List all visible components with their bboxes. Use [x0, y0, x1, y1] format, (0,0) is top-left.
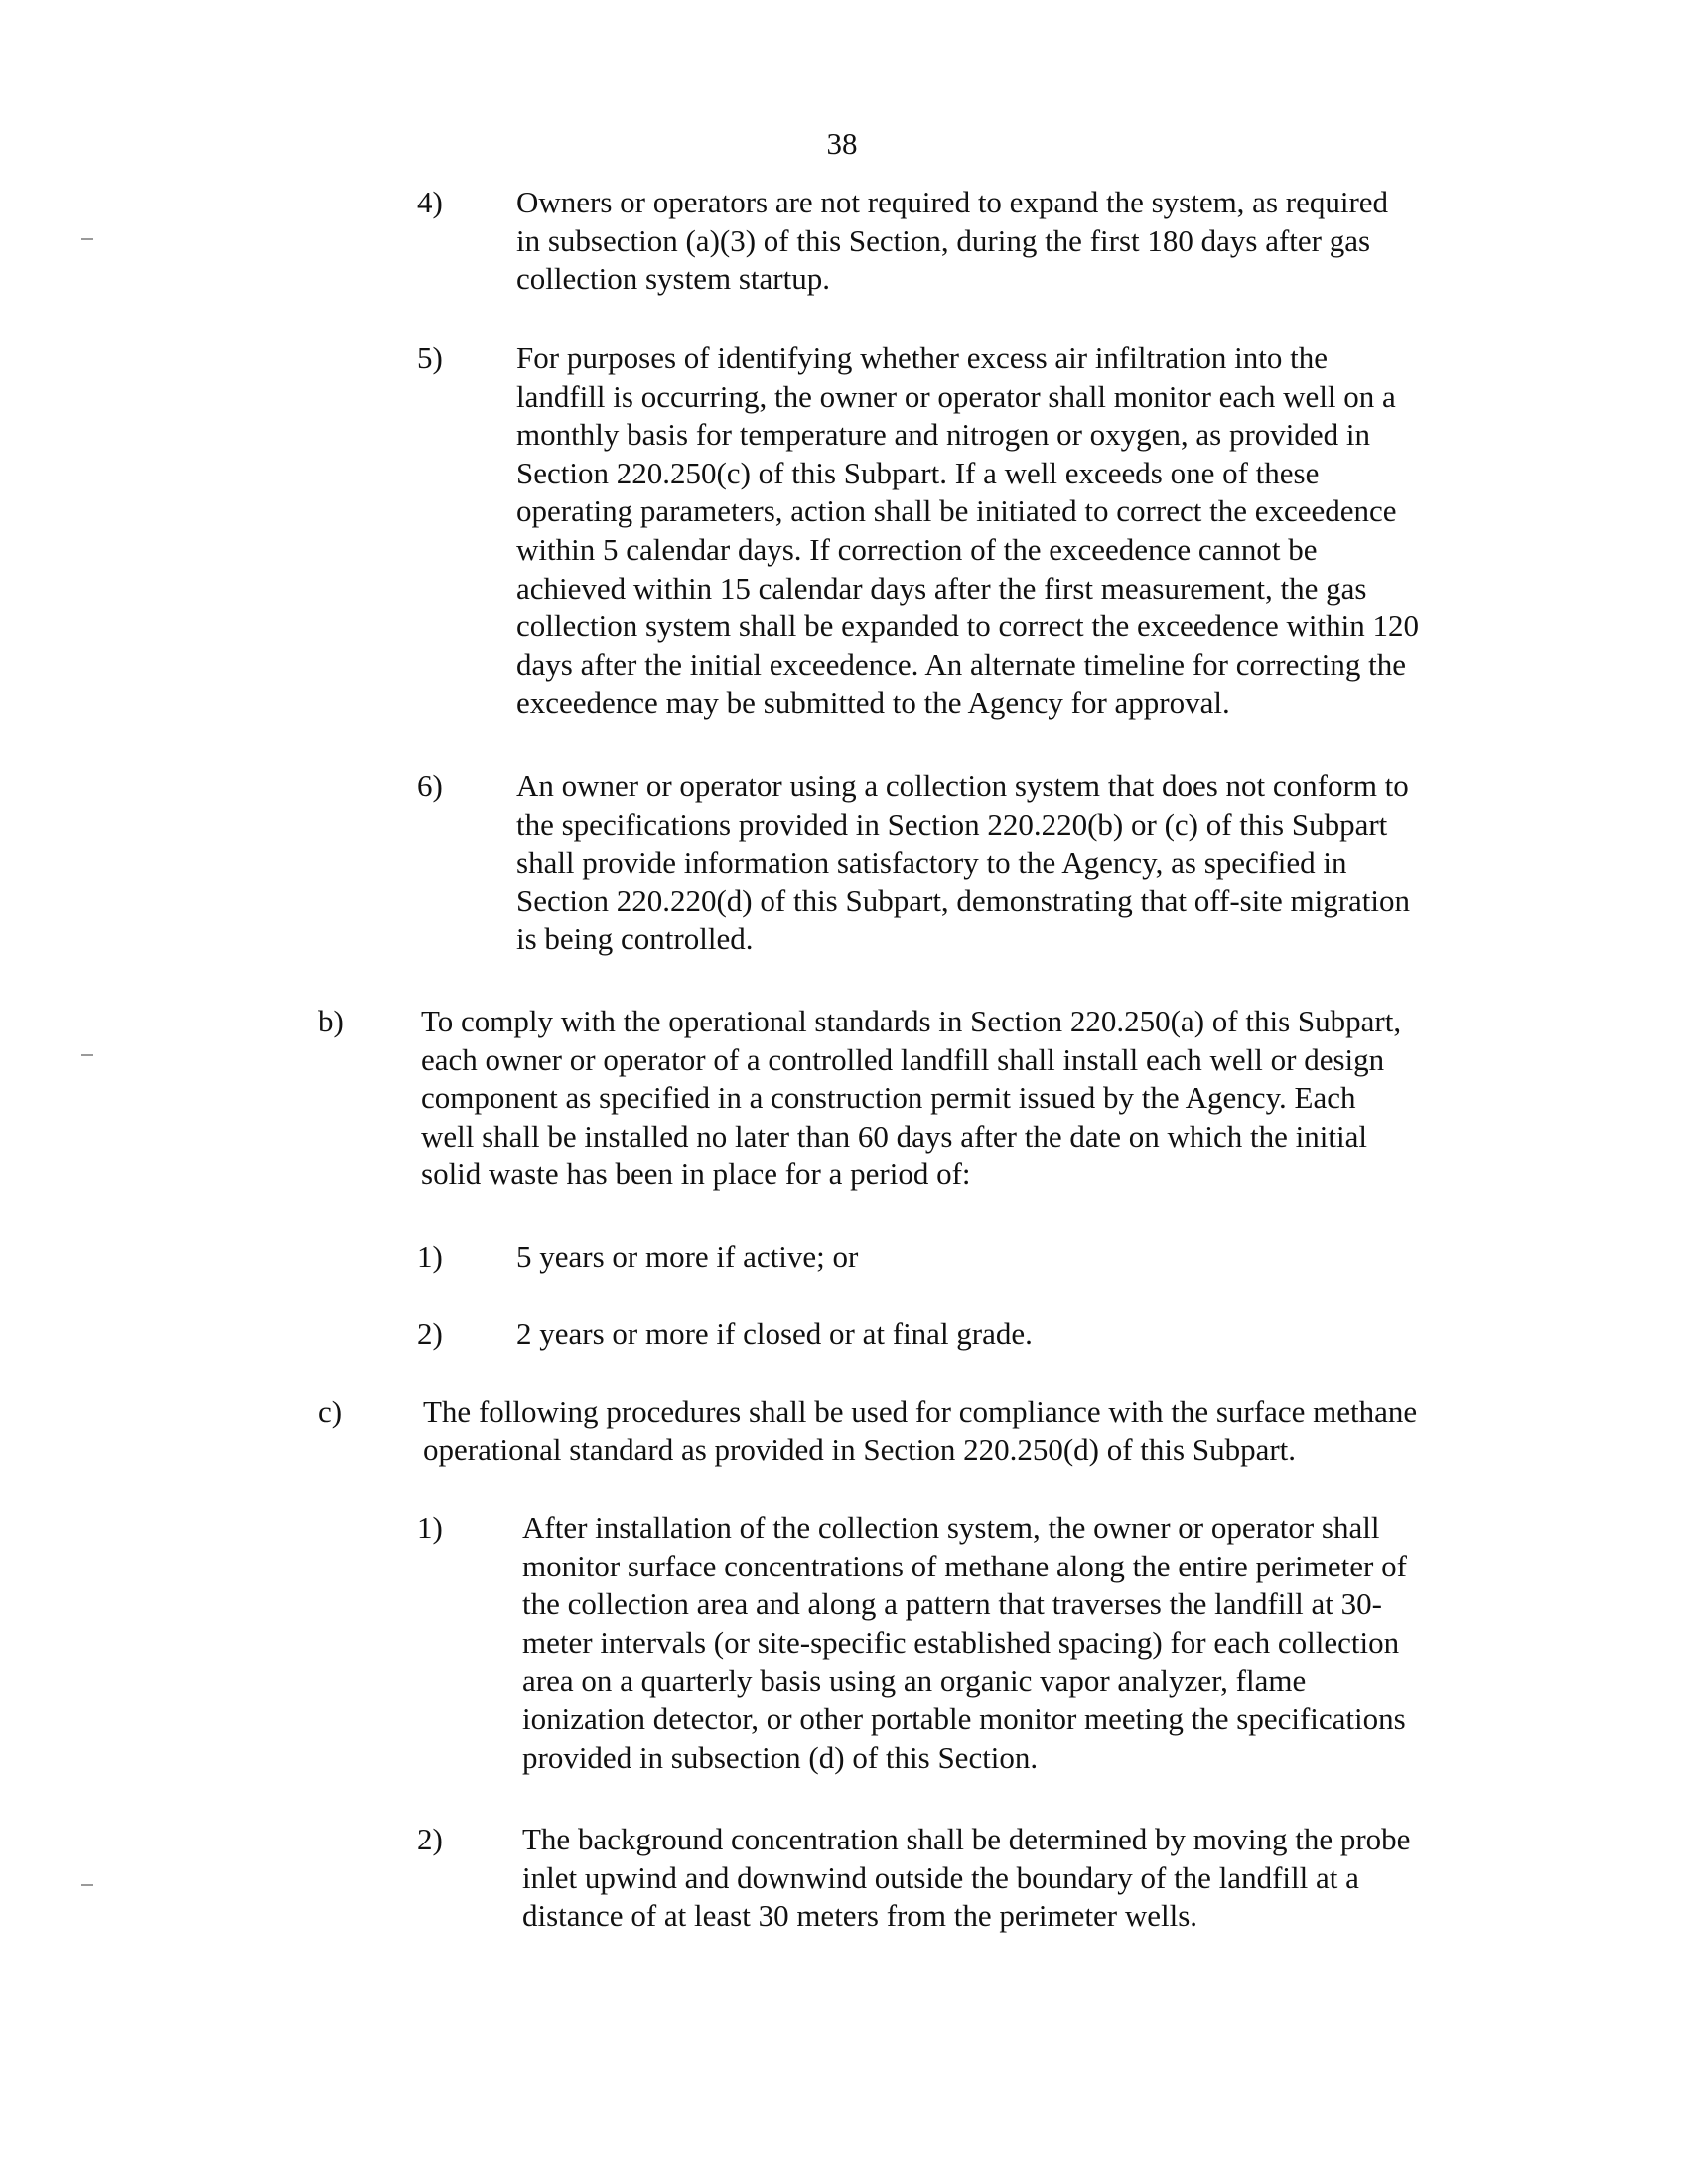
text-line: within 5 calendar days. If correction of the exceedence cannot be	[516, 531, 1318, 567]
item-label: 1)	[417, 1510, 443, 1545]
text-line: Section 220.220(d) of this Subpart, demonstrating that off-site migration	[516, 883, 1411, 918]
text-line: the specifications provided in Section 220.220(b) or (c) of this Subpart	[516, 806, 1388, 842]
text-line: Owners or operators are not required to expand the system, as required	[516, 185, 1389, 219]
text-line: 5 years or more if active; or	[516, 1239, 859, 1274]
text-line: monitor surface concentrations of methane along the entire perimeter of	[522, 1548, 1407, 1583]
text-line: the collection area and along a pattern that traverses the landfill at 30-	[522, 1586, 1382, 1622]
text-line: After installation of the collection system, the owner or operator shall	[522, 1510, 1380, 1545]
text-line: days after the initial exceedence. An alternate timeline for correcting the	[516, 646, 1406, 682]
text-line: To comply with the operational standards in Section 220.250(a) of this Subpart,	[421, 1004, 1402, 1038]
text-line: 2 years or more if closed or at final grade.	[516, 1316, 1033, 1351]
text-line: area on a quarterly basis using an organic vapor analyzer, flame	[522, 1663, 1307, 1699]
item-text	[421, 1003, 1513, 1194]
item-text	[522, 1821, 1515, 1936]
text-line: The background concentration shall be determined by moving the probe	[522, 1822, 1411, 1856]
text-line: is being controlled.	[516, 921, 754, 957]
page-number: 38	[826, 126, 858, 161]
text-line: An owner or operator using a collection system that does not conform to	[516, 768, 1409, 803]
text-line: in subsection (a)(3) of this Section, during the first 180 days after gas	[516, 222, 1371, 258]
item-text	[423, 1393, 1515, 1469]
text-line: meter intervals (or site-specific established spacing) for each collection	[522, 1624, 1400, 1660]
margin-mark	[81, 1884, 93, 1886]
text-line: each owner or operator of a controlled landfill shall install each well or design	[421, 1041, 1385, 1077]
text-line: For purposes of identifying whether excess air infiltration into the	[516, 341, 1329, 375]
item-label: 2)	[417, 1316, 443, 1351]
item-text	[516, 1238, 1509, 1277]
item-text	[522, 1509, 1515, 1777]
text-line: ionization detector, or other portable monitor meeting the specifications	[522, 1701, 1406, 1736]
text-line: exceedence may be submitted to the Agency for approval.	[516, 685, 1230, 721]
text-line: collection system startup.	[516, 261, 830, 297]
text-line: solid waste has been in place for a period of:	[421, 1157, 971, 1192]
margin-mark	[81, 1054, 93, 1056]
item-label: b)	[318, 1004, 344, 1038]
item-text	[516, 340, 1509, 723]
margin-mark	[81, 238, 93, 240]
text-line: collection system shall be expanded to correct the exceedence within 120	[516, 609, 1419, 644]
text-line: distance of at least 30 meters from the perimeter wells.	[522, 1898, 1198, 1934]
text-line: landfill is occurring, the owner or operator shall monitor each well on a	[516, 378, 1396, 414]
item-label: 1)	[417, 1239, 443, 1274]
text-line: shall provide information satisfactory to the Agency, as specified in	[516, 845, 1347, 881]
text-line: well shall be installed no later than 60 days after the date on which the initial	[421, 1118, 1367, 1154]
text-line: Section 220.250(c) of this Subpart. If a well exceeds one of these	[516, 455, 1320, 490]
text-line: The following procedures shall be used for compliance with the surface methane	[423, 1394, 1418, 1429]
text-line: monthly basis for temperature and nitrogen or oxygen, as provided in	[516, 417, 1371, 453]
item-label: c)	[318, 1394, 343, 1429]
text-line: inlet upwind and downwind outside the boundary of the landfill at a	[522, 1859, 1359, 1895]
item-text	[516, 184, 1509, 299]
text-line: operational standard as provided in Section 220.250(d) of this Subpart.	[423, 1432, 1297, 1467]
text-line: component as specified in a construction permit issued by the Agency. Each	[421, 1080, 1356, 1116]
item-label: 6)	[417, 768, 443, 803]
item-label: 4)	[417, 185, 443, 219]
item-label: 2)	[417, 1822, 443, 1856]
text-line: achieved within 15 calendar days after the first measurement, the gas	[516, 570, 1367, 606]
text-line: provided in subsection (d) of this Section.	[522, 1739, 1039, 1775]
text-line: operating parameters, action shall be initiated to correct the exceedence	[516, 493, 1397, 529]
item-label: 5)	[417, 341, 443, 375]
item-text	[516, 1315, 1509, 1354]
item-text	[516, 767, 1509, 959]
